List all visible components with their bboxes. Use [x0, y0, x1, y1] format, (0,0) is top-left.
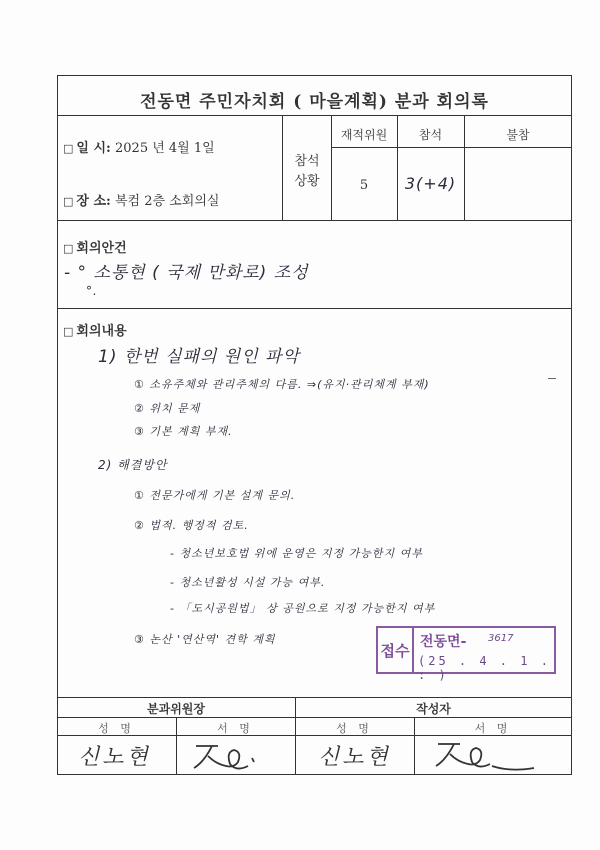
stamp-org: 전동면- [420, 634, 467, 650]
chair-header: 분과위원장 [147, 702, 205, 716]
sign-label: 서 명 [474, 722, 512, 735]
writer-name: 신노현 [318, 745, 391, 770]
stamp-number: 3617 [488, 633, 514, 644]
divider [57, 220, 572, 221]
checkbox-icon: □ [63, 242, 74, 255]
header-registered: 재적위원 [340, 128, 388, 142]
agenda-item: °. [86, 284, 98, 298]
document-title: 전동면 주민자치회 ( 마을계획) 분과 회의록 [140, 92, 489, 112]
content-line: ③ 논산 '연산역' 견학 계획 [134, 633, 276, 646]
stamp-date: (25 . 4 . 1 . : ) [418, 654, 551, 682]
writer-signature-mark [430, 738, 550, 774]
content-line: ③ 기본 계획 부재. [134, 425, 233, 438]
place-value: 복컴 2층 소회의실 [115, 194, 220, 209]
content-line: - 「도시공원법」 상 공원으로 지정 가능한지 여부 [170, 602, 436, 615]
agenda-item: - ° 소통현 ( 국제 만화로) 조성 [64, 263, 309, 283]
date-label: 일 시: [76, 141, 111, 156]
date-value: 2025 년 4월 1일 [115, 141, 215, 156]
content-label: 회의내용 [76, 324, 127, 339]
name-label: 성 명 [98, 722, 135, 735]
content-line: ② 위치 문제 [134, 402, 201, 415]
header-absent: 불참 [506, 128, 530, 142]
agenda-label: 회의안건 [76, 241, 127, 256]
place-label: 장 소: [76, 194, 111, 209]
stamp-label: 접수 [378, 628, 414, 672]
checkbox-icon: □ [63, 325, 74, 338]
divider [57, 717, 572, 718]
name-label: 성 명 [336, 722, 373, 735]
value-present: 3(+4) [404, 174, 457, 193]
content-heading [63, 320, 127, 339]
content-line: ① 전문가에게 기본 설계 문의. [134, 489, 296, 502]
place-row [63, 190, 219, 209]
margin-mark [548, 378, 556, 379]
checkbox-icon: □ [63, 195, 74, 208]
attendance-label-2: 상황 [294, 174, 320, 189]
content-line: 2) 해결방안 [98, 458, 168, 472]
divider [57, 115, 572, 116]
receipt-stamp [376, 626, 556, 682]
content-line: - 청소년활성 시설 가능 여부. [170, 576, 326, 589]
divider [57, 308, 572, 309]
writer-header: 작성자 [416, 702, 451, 716]
chair-signature-mark [186, 738, 286, 774]
content-line: - 청소년보호법 위에 운영은 지정 가능한지 여부 [170, 547, 423, 560]
content-line: ② 법적. 행정적 검토. [134, 519, 249, 532]
divider [331, 147, 572, 148]
value-registered: 5 [359, 178, 369, 193]
divider [57, 697, 572, 698]
agenda-heading [63, 237, 127, 256]
attendance-label-1: 참석 [294, 154, 320, 169]
content-line: ① 소유주체와 관리주체의 다름. ⇒(유지·관리체계 부재) [134, 378, 430, 391]
chair-name: 신노현 [78, 745, 151, 770]
checkbox-icon: □ [63, 142, 74, 155]
sign-label: 서 명 [217, 722, 254, 735]
header-present: 참석 [418, 128, 443, 142]
content-line: 1) 한번 실패의 원인 파악 [98, 347, 300, 367]
date-row [63, 137, 215, 156]
